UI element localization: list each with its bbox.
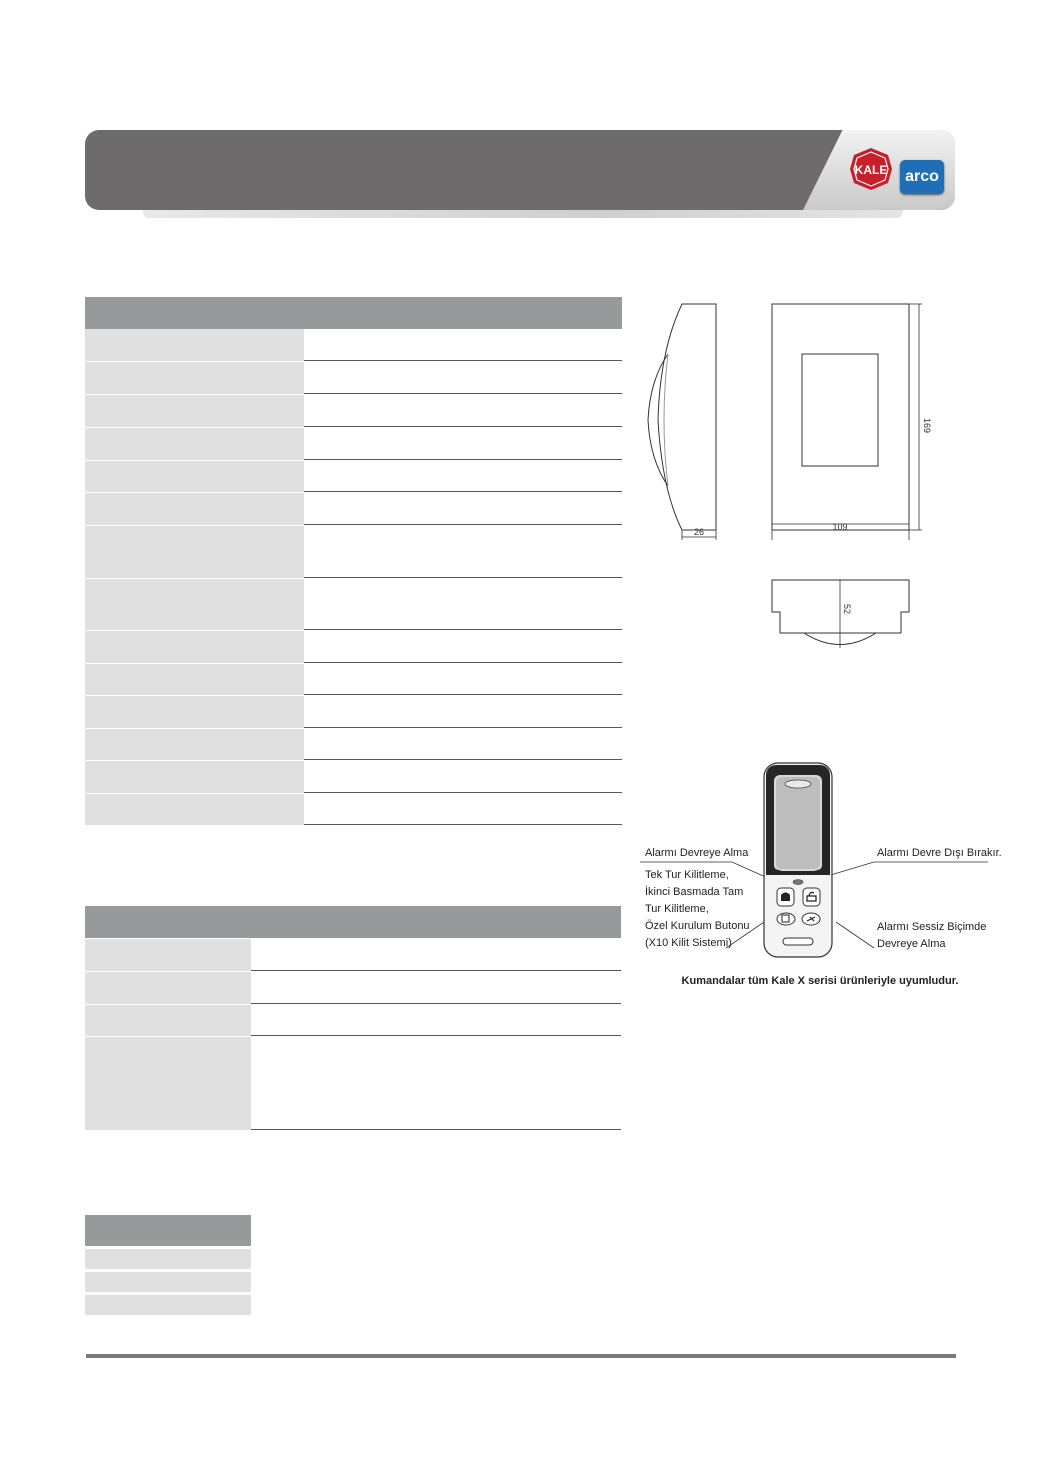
table-row	[85, 631, 622, 663]
front-view-drawing	[772, 304, 922, 540]
table-row	[85, 939, 621, 971]
spec-table-1	[85, 297, 622, 825]
arco-logo: arco	[900, 160, 944, 194]
table-row	[85, 1272, 251, 1292]
table-row	[85, 1005, 621, 1036]
table-row	[85, 664, 622, 695]
spec-table-2	[85, 906, 621, 1130]
technical-drawing	[630, 290, 950, 660]
table-row	[85, 761, 622, 793]
side-view-drawing	[648, 304, 716, 540]
callout-disarm: Alarmı Devre Dışı Bırakır.	[877, 847, 1002, 859]
table-row	[85, 972, 621, 1004]
table-row	[85, 526, 622, 578]
callout-arm: Alarmı Devreye Alma	[645, 847, 749, 859]
footer-rule	[86, 1354, 956, 1358]
table-row	[85, 362, 622, 394]
table-header	[85, 297, 622, 329]
table-row	[85, 329, 622, 361]
table-row	[85, 428, 622, 460]
width-dimension: 109	[832, 522, 848, 532]
spec-table-3	[85, 1215, 251, 1315]
bottom-view-drawing	[772, 580, 909, 648]
table-row	[85, 794, 622, 825]
table-row	[85, 579, 622, 630]
bottom-depth-dimension: 52	[842, 604, 852, 615]
table-row	[85, 395, 622, 427]
table-row	[85, 729, 622, 760]
remote-caption: Kumandalar tüm Kale X serisi ürünleriyle uyumludur.	[681, 975, 959, 987]
table-row	[85, 1037, 621, 1130]
table-row	[85, 696, 622, 728]
header-banner	[85, 130, 955, 212]
kale-logo	[848, 146, 894, 192]
height-dimension: 169	[922, 418, 932, 434]
table-row	[85, 493, 622, 525]
table-row	[85, 461, 622, 492]
table-header	[85, 1215, 251, 1246]
kale-logo-text: KALE	[854, 163, 888, 177]
table-header	[85, 906, 621, 938]
table-row	[85, 1295, 251, 1315]
depth-dimension: 26	[693, 527, 705, 537]
table-row	[85, 1249, 251, 1269]
callout-silent: Alarmı Sessiz Biçimde Devreye Alma	[877, 921, 987, 950]
callout-lock: Tek Tur Kilitleme, İkinci Basmada Tam Tur Kilitleme, Özel Kurulum Butonu (X10 Kilit Sistemi)	[645, 869, 750, 949]
